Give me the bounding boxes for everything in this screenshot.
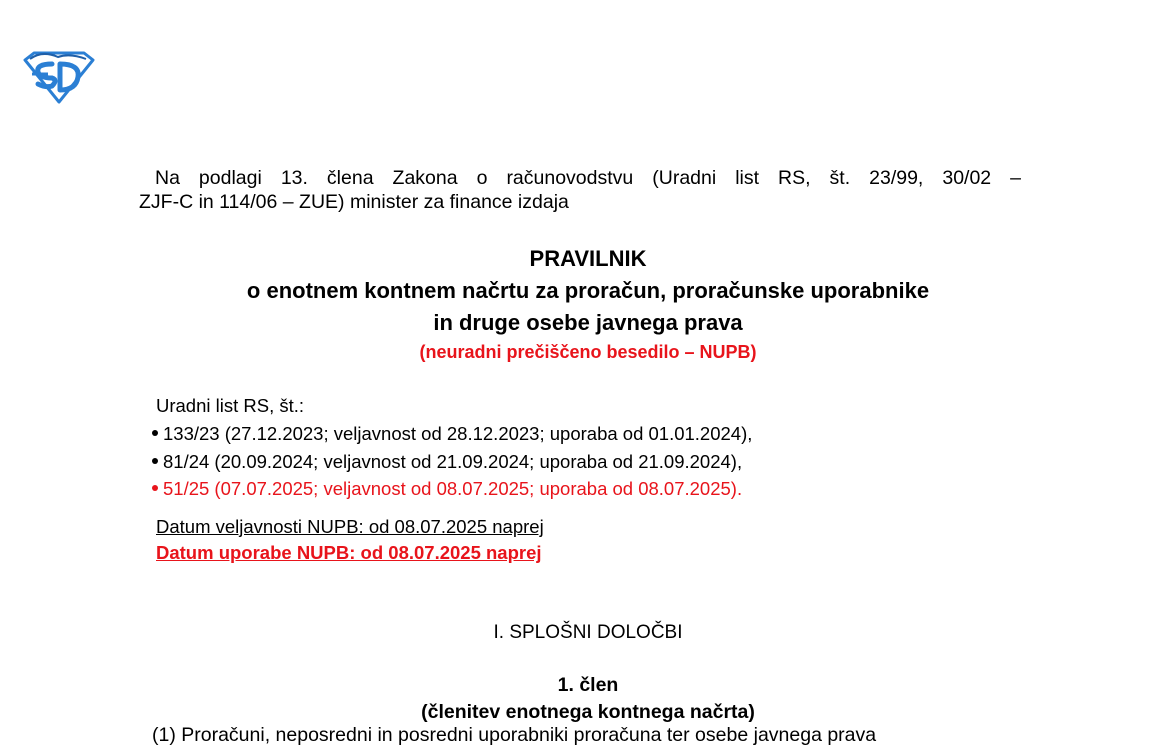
title-line-3: in druge osebe javnega prava: [433, 310, 743, 335]
intro-line-2: ZJF-C in 114/06 – ZUE) minister za finance izdaja: [139, 191, 569, 213]
bullet-icon: [152, 485, 158, 491]
nupb-note: (neuradni prečiščeno besedilo – NUPB): [419, 342, 757, 362]
validity-date: Datum veljavnosti NUPB: od 08.07.2025 naprej: [156, 516, 544, 537]
gazette-item: [152, 451, 742, 473]
title-line-2: o enotnem kontnem načrtu za proračun, proračunske uporabnike: [246, 278, 930, 303]
bullet-icon: [152, 458, 158, 464]
gazette-item-text: 51/25 (07.07.2025; veljavnost od 08.07.2025; uporaba od 08.07.2025).: [163, 478, 743, 499]
gazette-label: Uradni list RS, št.:: [156, 395, 305, 416]
document-title: PRAVILNIK: [529, 246, 647, 271]
gazette-item-text: 133/23 (27.12.2023; veljavnost od 28.12.2023; uporaba od 01.01.2024),: [163, 423, 753, 444]
gazette-item: [152, 423, 752, 445]
section-heading: I. SPLOŠNI DOLOČBI: [493, 622, 683, 643]
article-paragraph: (1) Proračuni, neposredni in posredni uporabniki proračuna ter osebe javnega prava: [152, 724, 877, 746]
gazette-item-latest: [152, 478, 742, 500]
bullet-icon: [152, 430, 158, 436]
sd-logo: [22, 50, 96, 104]
application-date: Datum uporabe NUPB: od 08.07.2025 naprej: [156, 542, 542, 563]
gazette-item-text: 81/24 (20.09.2024; veljavnost od 21.09.2024; uporaba od 21.09.2024),: [163, 451, 743, 472]
article-number: 1. člen: [557, 674, 619, 696]
article-subtitle: (členitev enotnega kontnega načrta): [421, 701, 755, 723]
intro-line-1: Na podlagi 13. člena Zakona o računovodstvu (Uradni list RS, št. 23/99, 30/02 –: [155, 167, 1021, 189]
